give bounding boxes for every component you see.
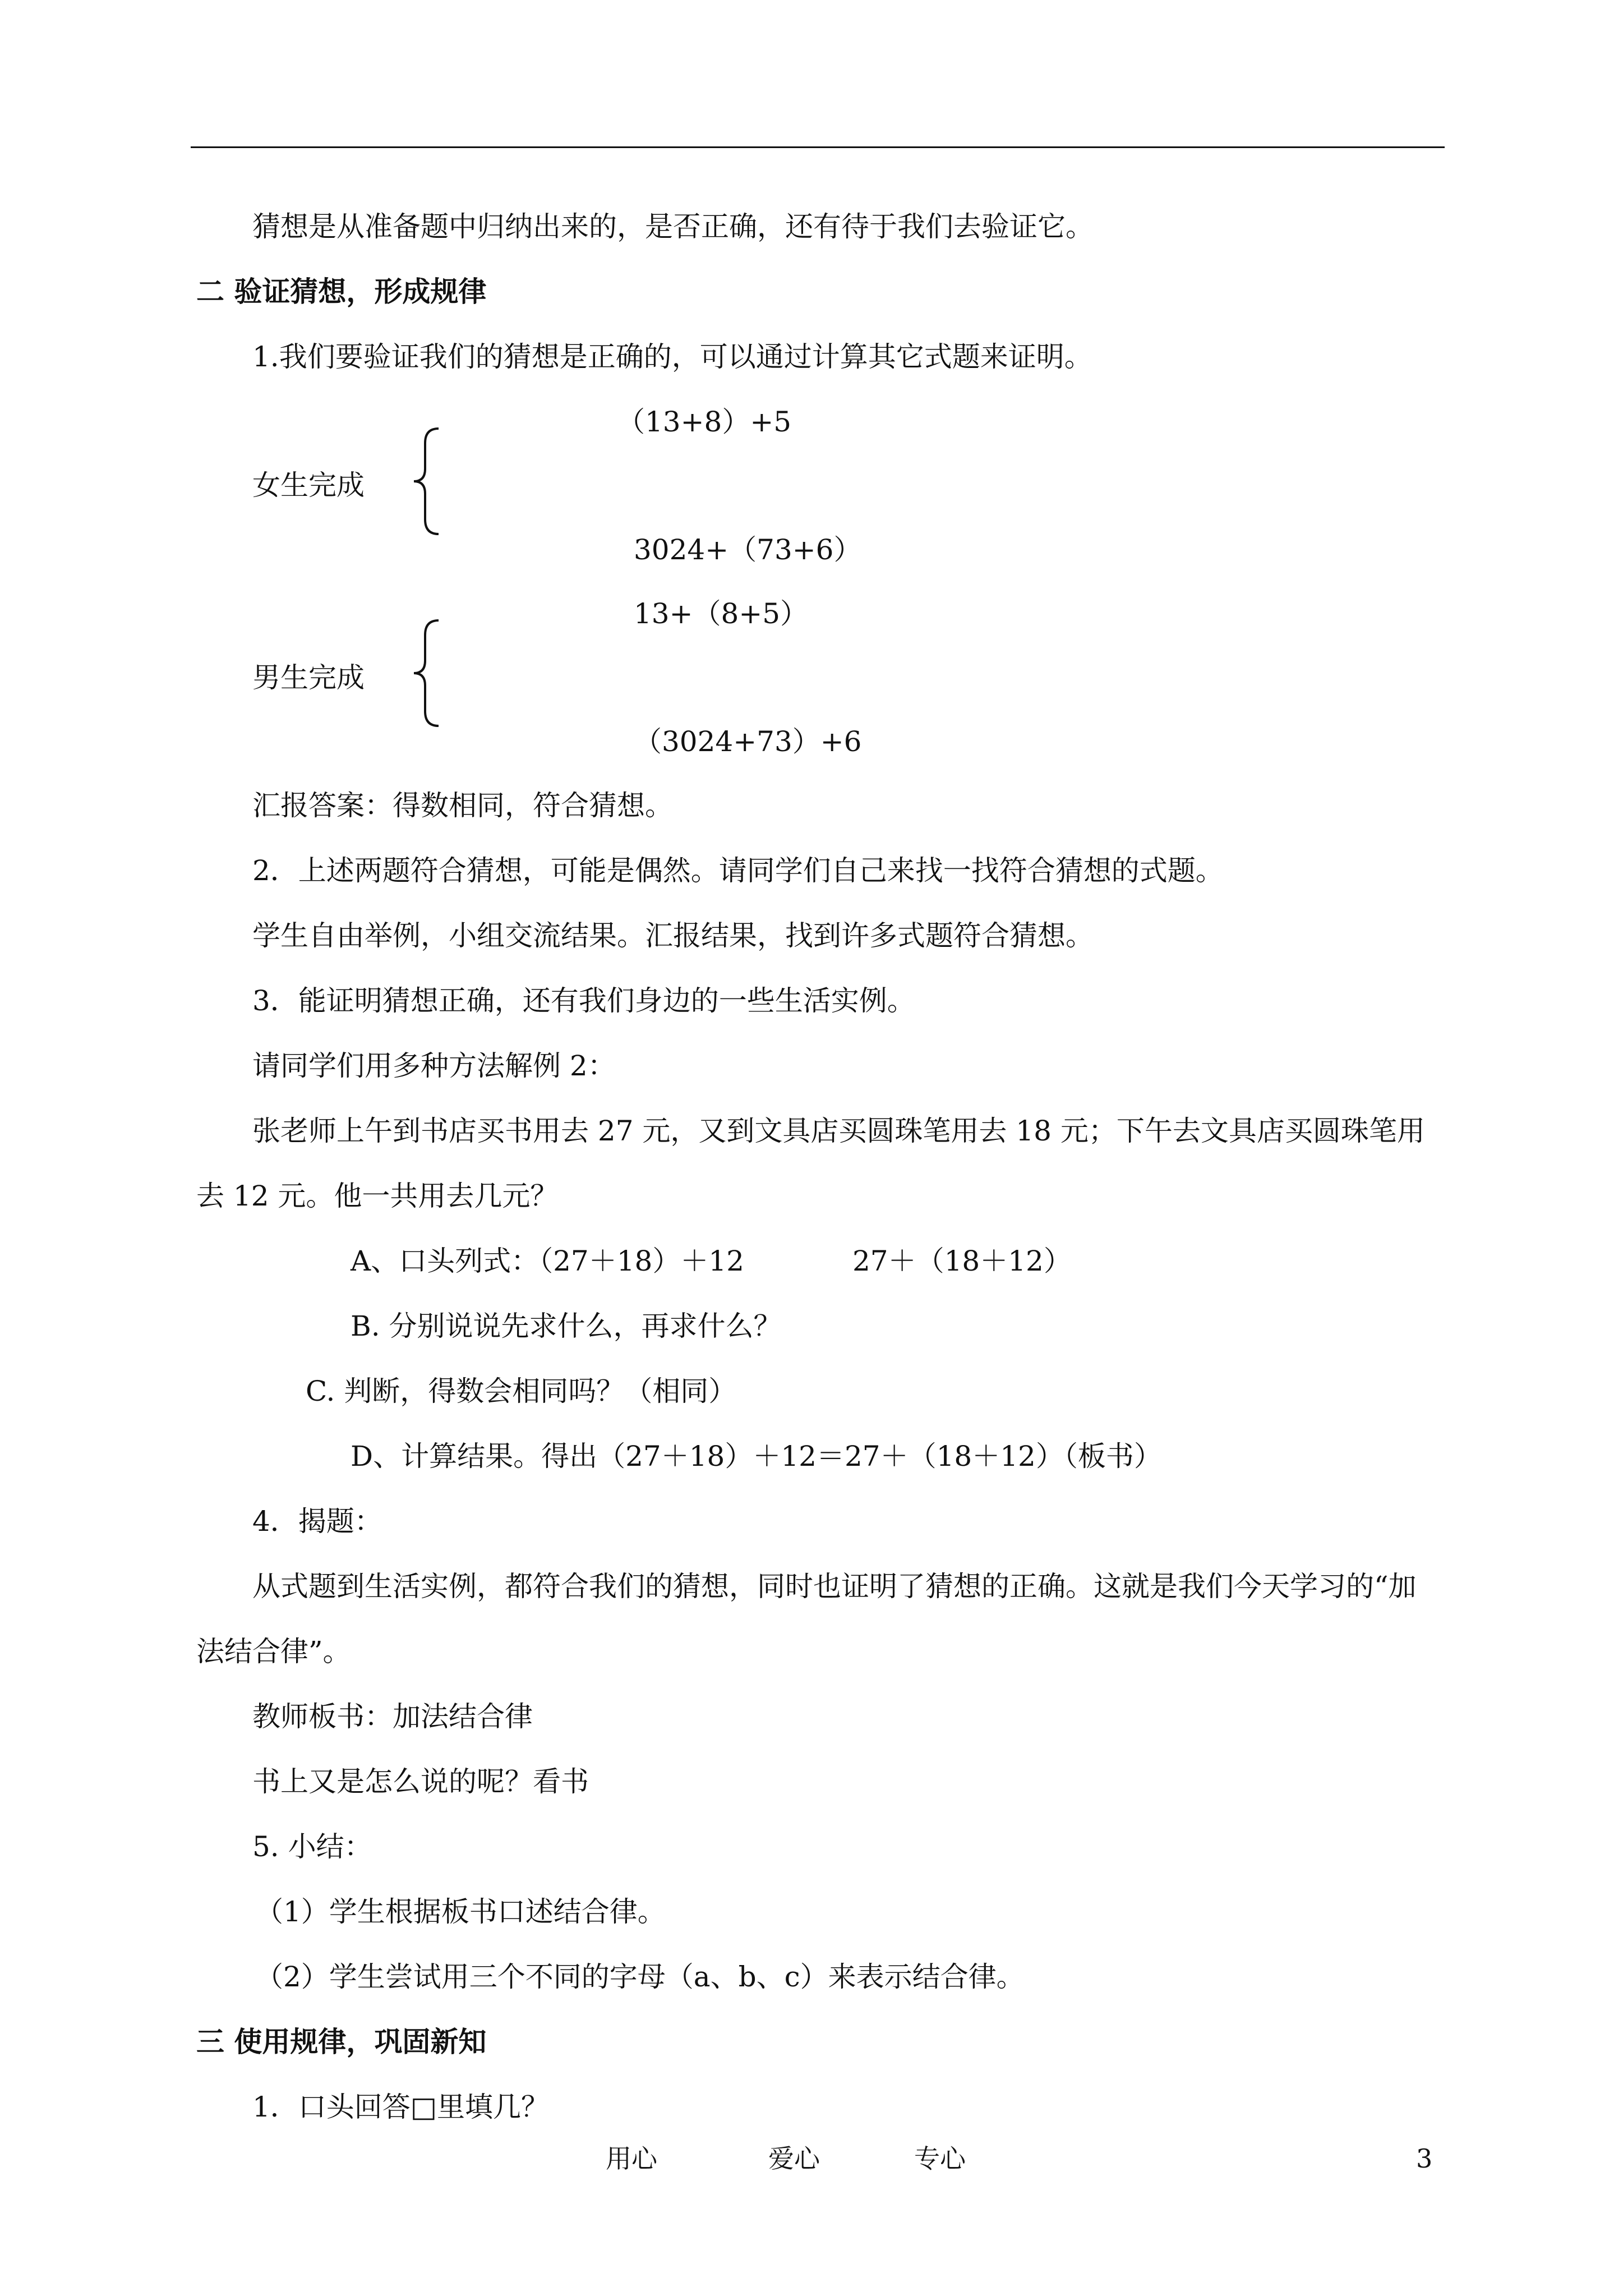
boys-expression-1: 13+（8+5） [634, 597, 809, 630]
footer-word-2: 爱心 [768, 2143, 820, 2174]
problem-line-2: 去 12 元。他一共用去几元？ [196, 1180, 559, 1212]
item-5: 5. 小结： [252, 1830, 372, 1863]
step-a-expression-1: A、口头列式：（27＋18）＋12 [351, 1245, 744, 1277]
girls-brace [409, 426, 443, 536]
boys-expression-2: （3024+73）+6 [634, 725, 862, 758]
board-line: 教师板书：加法结合律 [252, 1700, 533, 1733]
item-5-2: （2）学生尝试用三个不同的字母（a、b、c）来表示结合律。 [255, 1961, 1025, 1993]
step-b: B. 分别说说先求什么，再求什么？ [351, 1310, 782, 1342]
footer-word-1: 用心 [606, 2143, 657, 2174]
item-3-1: 1．口头回答□里填几？ [252, 2091, 550, 2123]
footer-word-3: 专心 [914, 2143, 966, 2174]
intro-paragraph: 猜想是从准备题中归纳出来的，是否正确，还有待于我们去验证它。 [252, 210, 1094, 243]
item-1: 1.我们要验证我们的猜想是正确的，可以通过计算其它式题来证明。 [252, 341, 1092, 373]
step-d: D、计算结果。得出（27＋18）＋12＝27＋（18＋12）（板书） [351, 1440, 1162, 1473]
girls-expression-1: （13+8）+5 [617, 406, 792, 438]
item-4-line-1: 从式题到生活实例，都符合我们的猜想，同时也证明了猜想的正确。这就是我们今天学习的“加 [252, 1570, 1417, 1603]
page-number: 3 [1416, 2143, 1433, 2174]
section-3-heading: 三 使用规律，巩固新知 [196, 2025, 487, 2058]
header-rule [191, 146, 1445, 148]
report-line: 汇报答案：得数相同，符合猜想。 [252, 789, 673, 822]
section-2-heading: 二 验证猜想，形成规律 [196, 275, 487, 308]
item-2: 2．上述两题符合猜想，可能是偶然。请同学们自己来找一找符合猜想的式题。 [252, 854, 1224, 887]
item-4-line-2: 法结合律”。 [196, 1635, 351, 1668]
item-5-1: （1）学生根据板书口述结合律。 [255, 1895, 666, 1928]
boys-brace [409, 618, 443, 728]
item-3-prompt: 请同学们用多种方法解例 2： [252, 1050, 616, 1082]
girls-label: 女生完成 [252, 469, 365, 501]
boys-label: 男生完成 [252, 661, 365, 694]
item-4: 4．揭题： [252, 1505, 382, 1538]
problem-line-1: 张老师上午到书店买书用去 27 元，又到文具店买圆珠笔用去 18 元；下午去文具店买圆珠笔用 [252, 1115, 1425, 1147]
step-c: C. 判断，得数会相同吗？（相同） [306, 1375, 737, 1407]
item-3: 3．能证明猜想正确，还有我们身边的一些生活实例。 [252, 984, 915, 1017]
book-line: 书上又是怎么说的呢？看书 [252, 1765, 589, 1798]
item-2-note: 学生自由举例，小组交流结果。汇报结果，找到许多式题符合猜想。 [252, 919, 1094, 952]
step-a-expression-2: 27＋（18＋12） [852, 1245, 1072, 1277]
girls-expression-2: 3024+（73+6） [634, 533, 862, 566]
